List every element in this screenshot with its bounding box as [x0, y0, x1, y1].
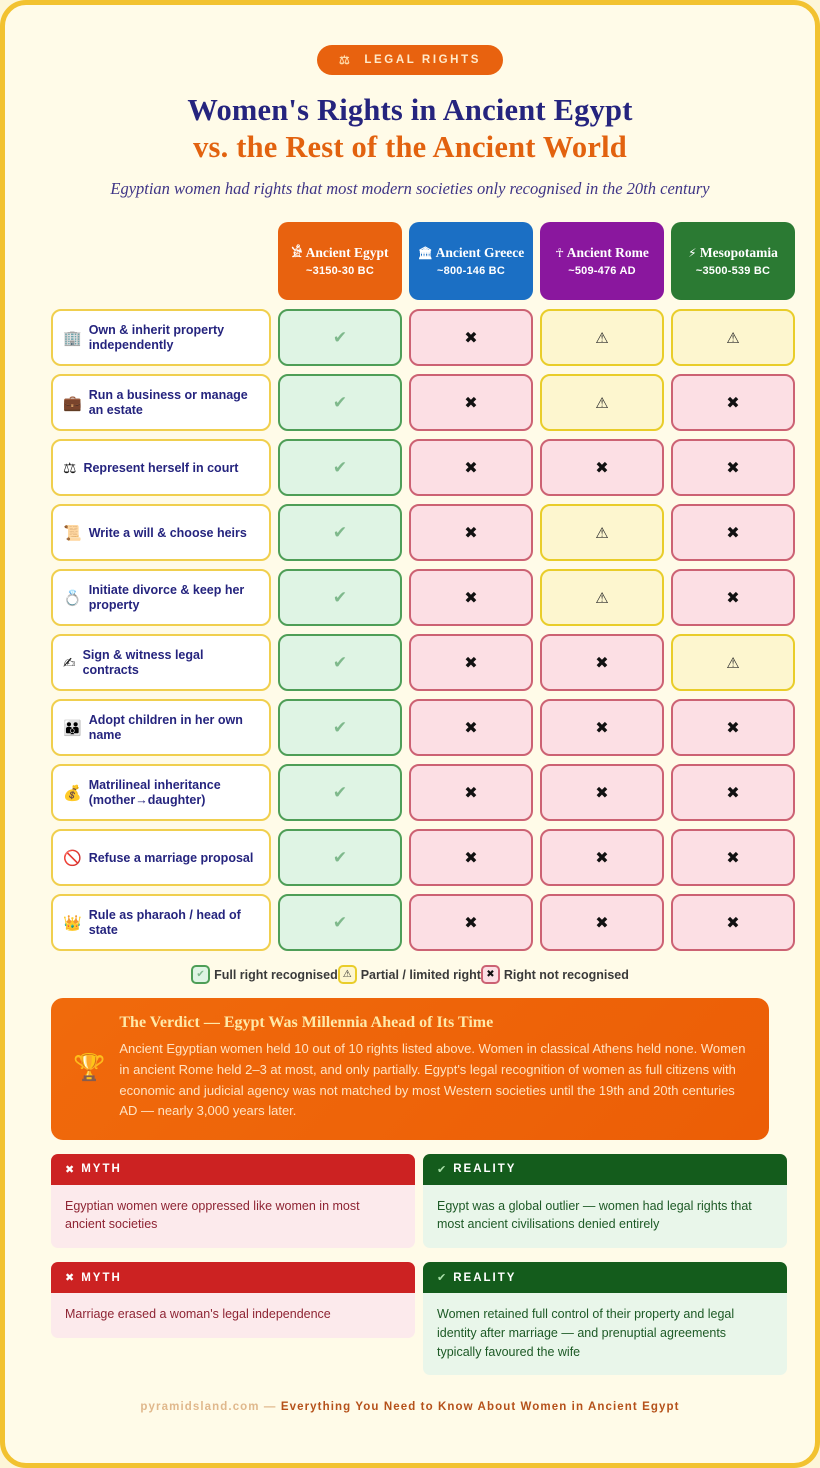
status-badge-no: ✖: [540, 634, 664, 691]
status-badge-no: ✖: [671, 374, 795, 431]
legend: [51, 965, 769, 984]
writing-hand-icon: ✍: [63, 653, 76, 672]
category-badge: [317, 45, 503, 75]
reality-label: REALITY: [453, 1271, 517, 1284]
scroll-icon: 📜: [63, 523, 82, 542]
status-badge-no: ✖: [409, 439, 533, 496]
status-cell: [409, 699, 533, 756]
trophy-icon: 🏆: [73, 1053, 106, 1084]
status-badge-part: ⚠: [540, 569, 664, 626]
status-cell: [540, 309, 664, 366]
myth-header: [51, 1154, 415, 1185]
myth-card: [51, 1262, 415, 1375]
column-name: Ancient Egypt: [305, 244, 389, 260]
status-cell: [671, 569, 795, 626]
status-cell: [409, 309, 533, 366]
status-badge-no: ✖: [409, 504, 533, 561]
fleur-icon: ☥: [555, 245, 565, 260]
row-label-cell: [51, 764, 271, 821]
column-dates: ~800-146 BC: [437, 264, 505, 277]
status-cell: [671, 504, 795, 561]
column-name: Ancient Greece: [435, 244, 525, 260]
header-corner-spacer: [51, 222, 271, 300]
status-badge-no: ✖: [409, 894, 533, 951]
legend-chip-no: ✖: [481, 965, 500, 984]
table-row: [51, 439, 769, 496]
status-cell: [671, 634, 795, 691]
verdict-heading: The Verdict — Egypt Was Millennia Ahead of Its Time: [119, 1014, 494, 1032]
reality-card: [423, 1262, 787, 1375]
status-badge-yes: ✔: [278, 569, 402, 626]
myth-label: MYTH: [81, 1271, 122, 1284]
status-cell: [278, 634, 402, 691]
status-badge-no: ✖: [671, 699, 795, 756]
page-title: [51, 92, 769, 165]
column-name: Ancient Rome: [566, 244, 649, 260]
status-badge-yes: ✔: [278, 699, 402, 756]
check-icon: ✔: [437, 1271, 447, 1285]
myth-label: MYTH: [81, 1163, 122, 1176]
footer-separator: —: [259, 1401, 281, 1414]
myth-reality-pair: [51, 1262, 769, 1375]
status-badge-yes: ✔: [278, 309, 402, 366]
status-cell: [278, 309, 402, 366]
column-header-egypt: [278, 222, 402, 300]
status-badge-no: ✖: [409, 829, 533, 886]
table-row: [51, 764, 769, 821]
briefcase-icon: 💼: [63, 393, 82, 412]
verdict-panel: [51, 998, 769, 1139]
status-badge-no: ✖: [671, 829, 795, 886]
reality-text: Women retained full control of their property and legal identity after marriage — and prenuptial agreements typically favoured the wife: [423, 1293, 787, 1375]
classical-building-icon: 🏛: [417, 245, 433, 260]
legend-chip-yes: ✔: [191, 965, 210, 984]
row-label: Matrilineal inheritance (mother→daughter): [88, 778, 221, 807]
status-badge-yes: ✔: [278, 764, 402, 821]
footer: [51, 1401, 769, 1413]
cross-icon: ✖: [65, 1162, 75, 1176]
status-badge-no: ✖: [671, 764, 795, 821]
column-dates: ~3150-30 BC: [306, 264, 374, 277]
status-cell: [278, 374, 402, 431]
status-cell: [671, 764, 795, 821]
row-label: Adopt children in her own name: [88, 713, 243, 742]
status-cell: [540, 634, 664, 691]
reality-header: [423, 1262, 787, 1293]
status-cell: [409, 829, 533, 886]
status-cell: [278, 894, 402, 951]
row-label-cell: [51, 504, 271, 561]
legend-chip-part: ⚠: [338, 965, 357, 984]
row-label: Write a will & choose heirs: [88, 525, 247, 540]
status-cell: [671, 829, 795, 886]
scales-icon: ⚖: [63, 458, 77, 477]
status-cell: [671, 309, 795, 366]
prohibited-icon: 🚫: [63, 848, 82, 867]
status-badge-no: ✖: [671, 569, 795, 626]
status-cell: [409, 764, 533, 821]
row-label-cell: [51, 829, 271, 886]
status-cell: [671, 894, 795, 951]
legend-label: Full right recognised: [214, 967, 338, 982]
reality-header: [423, 1154, 787, 1185]
title-line-1: Women's Rights in Ancient Egypt: [187, 93, 633, 127]
status-cell: [540, 894, 664, 951]
legend-item: [481, 965, 629, 984]
table-row: [51, 894, 769, 951]
myth-text: Marriage erased a woman's legal independence: [51, 1293, 415, 1338]
status-badge-no: ✖: [540, 764, 664, 821]
status-cell: [278, 699, 402, 756]
status-badge-yes: ✔: [278, 504, 402, 561]
row-label: Refuse a marriage proposal: [88, 850, 254, 865]
row-label-cell: [51, 699, 271, 756]
status-badge-yes: ✔: [278, 439, 402, 496]
status-badge-yes: ✔: [278, 894, 402, 951]
ring-icon: 💍: [63, 588, 82, 607]
reality-card: [423, 1154, 787, 1249]
column-header-rome: [540, 222, 664, 300]
myth-reality-container: [51, 1154, 769, 1376]
footer-tagline: Everything You Need to Know About Women in Ancient Egypt: [280, 1401, 680, 1414]
comparison-matrix: [51, 222, 778, 951]
status-cell: [278, 829, 402, 886]
status-badge-yes: ✔: [278, 374, 402, 431]
status-badge-no: ✖: [671, 504, 795, 561]
legend-item: [191, 965, 338, 984]
status-cell: [540, 439, 664, 496]
status-badge-no: ✖: [409, 569, 533, 626]
money-bag-icon: 💰: [63, 783, 82, 802]
column-name: Mesopotamia: [699, 244, 778, 260]
crown-icon: 👑: [63, 913, 82, 932]
row-label-cell: [51, 309, 271, 366]
badge-container: [51, 45, 769, 75]
row-label: Initiate divorce & keep her property: [88, 583, 245, 612]
status-cell: [409, 504, 533, 561]
legend-label: Right not recognised: [503, 967, 629, 982]
title-line-2: vs. the Rest of the Ancient World: [193, 129, 627, 164]
status-badge-yes: ✔: [278, 829, 402, 886]
verdict-body: Ancient Egyptian women held 10 out of 10 rights listed above. Women in classical Athens held none. Women in ancient Rome held 2–3 at most, and only partially. Egypt's legal recognition of women as full citizens with economic and judicial agency was not matched by most Western societies until the 19th and 20th centuries AD — nearly 3,000 years later.: [119, 1041, 746, 1119]
table-row: [51, 569, 769, 626]
status-cell: [540, 829, 664, 886]
status-badge-no: ✖: [540, 439, 664, 496]
status-cell: [671, 699, 795, 756]
status-cell: [409, 439, 533, 496]
status-badge-no: ✖: [540, 699, 664, 756]
myth-header: [51, 1262, 415, 1293]
table-row: [51, 309, 769, 366]
status-badge-part: ⚠: [671, 634, 795, 691]
matrix-body: [51, 309, 769, 951]
badge-label: LEGAL RIGHTS: [364, 54, 481, 66]
row-label: Represent herself in court: [83, 460, 239, 475]
footer-domain: pyramidsland.com: [140, 1401, 260, 1414]
row-label: Own & inherit property independently: [88, 323, 225, 352]
status-badge-no: ✖: [540, 894, 664, 951]
status-cell: [409, 894, 533, 951]
table-row: [51, 829, 769, 886]
status-badge-no: ✖: [409, 699, 533, 756]
myth-card: [51, 1154, 415, 1249]
column-header-greece: [409, 222, 533, 300]
table-row: [51, 699, 769, 756]
status-badge-no: ✖: [540, 829, 664, 886]
cross-icon: ✖: [65, 1271, 75, 1285]
status-cell: [409, 569, 533, 626]
matrix-header-row: [51, 222, 778, 300]
status-cell: [409, 374, 533, 431]
row-label: Sign & witness legal contracts: [82, 648, 204, 677]
row-label-cell: [51, 894, 271, 951]
status-cell: [540, 374, 664, 431]
legend-item: [338, 965, 481, 984]
myth-text: Egyptian women were oppressed like women in most ancient societies: [51, 1185, 415, 1249]
myth-reality-pair: [51, 1154, 769, 1249]
status-badge-part: ⚠: [540, 309, 664, 366]
status-cell: [671, 374, 795, 431]
table-row: [51, 504, 769, 561]
status-cell: [540, 699, 664, 756]
status-badge-part: ⚠: [540, 374, 664, 431]
status-cell: [278, 764, 402, 821]
status-cell: [540, 504, 664, 561]
row-label: Rule as pharaoh / head of state: [88, 908, 241, 937]
page-subtitle: Egyptian women had rights that most modern societies only recognised in the 20th century: [110, 179, 710, 199]
row-label-cell: [51, 374, 271, 431]
reality-text: Egypt was a global outlier — women had legal rights that most ancient civilisations denied entirely: [423, 1185, 787, 1249]
cuneiform-icon: ⚡: [688, 245, 697, 260]
check-icon: ✔: [437, 1162, 447, 1176]
building-icon: 🏢: [63, 328, 82, 347]
family-icon: 👪: [63, 718, 82, 737]
status-badge-no: ✖: [409, 374, 533, 431]
reality-label: REALITY: [453, 1163, 517, 1176]
column-header-mesopotamia: [671, 222, 795, 300]
status-cell: [409, 634, 533, 691]
status-cell: [278, 439, 402, 496]
status-cell: [540, 569, 664, 626]
status-badge-part: ⚠: [540, 504, 664, 561]
column-dates: ~3500-539 BC: [695, 264, 771, 277]
row-label-cell: [51, 634, 271, 691]
status-badge-yes: ✔: [278, 634, 402, 691]
table-row: [51, 634, 769, 691]
column-dates: ~509-476 AD: [568, 264, 636, 277]
status-badge-no: ✖: [671, 894, 795, 951]
row-label: Run a business or manage an estate: [88, 388, 248, 417]
status-badge-no: ✖: [409, 309, 533, 366]
table-row: [51, 374, 769, 431]
cartouche-icon: 𓀀: [291, 245, 303, 260]
status-badge-no: ✖: [409, 634, 533, 691]
status-badge-no: ✖: [671, 439, 795, 496]
row-label-cell: [51, 439, 271, 496]
row-label-cell: [51, 569, 271, 626]
status-cell: [278, 569, 402, 626]
status-cell: [278, 504, 402, 561]
status-cell: [671, 439, 795, 496]
status-badge-no: ✖: [409, 764, 533, 821]
status-badge-part: ⚠: [671, 309, 795, 366]
scales-icon: ⚖: [339, 53, 353, 67]
status-cell: [540, 764, 664, 821]
legend-label: Partial / limited right: [360, 967, 481, 982]
